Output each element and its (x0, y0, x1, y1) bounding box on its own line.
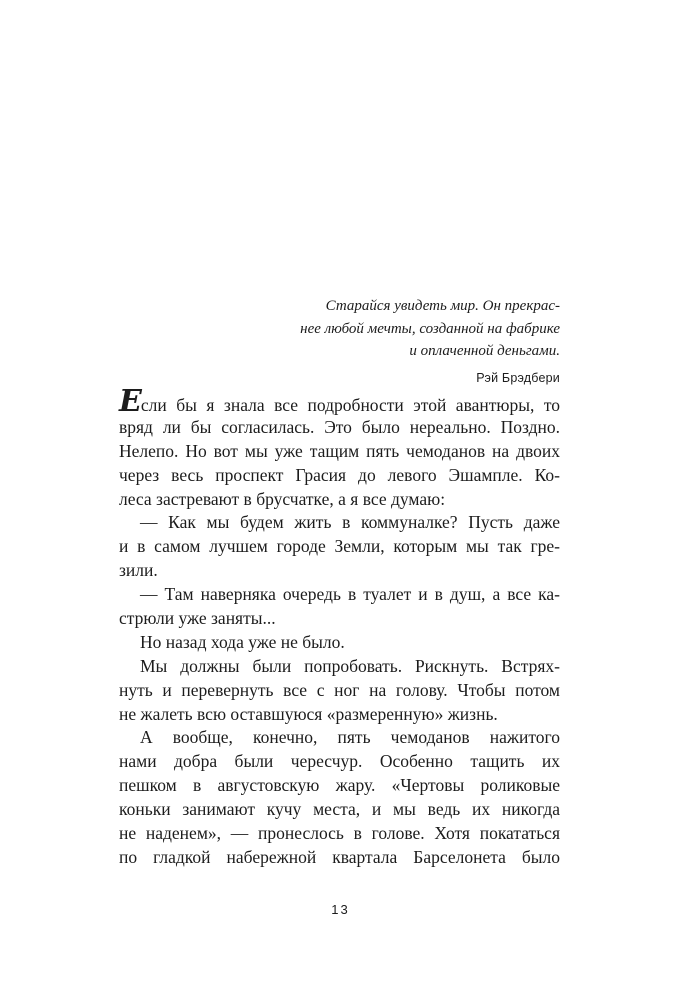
text-line: — Там наверняка очередь в туалет и в душ, а все ка- (140, 584, 560, 605)
page-number: 13 (331, 902, 350, 917)
text-line-first (119, 384, 560, 419)
text-line: Нелепо. Но вот мы уже тащим пять чемоданов на двоих (119, 440, 560, 461)
epigraph-line: нее любой мечты, созданной на фабрике (300, 320, 560, 337)
text-line: Но назад хода уже не было. (140, 631, 345, 652)
chapter-text (119, 384, 560, 870)
text-line: нами добра были чересчур. Особенно тащить их (119, 751, 560, 772)
text-line: зили. (119, 560, 158, 581)
text-line: — Как мы будем жить в коммуналке? Пусть даже (140, 512, 560, 533)
text-line: пешком в августовскую жару. «Чертовы роликовые (119, 775, 560, 796)
text-line: не жалеть всю оставшуюся «размеренную» жизнь. (119, 703, 498, 724)
epigraph (270, 295, 560, 388)
text-line-first-rest: сли бы я знала все подробности этой авантюры, то (140, 395, 560, 415)
text-line: вряд ли бы согласилась. Это было нереально. Поздно. (119, 416, 560, 437)
text-line: не наденем», — пронеслось в голове. Хотя покататься (119, 823, 560, 844)
text-line: стрюли уже заняты... (119, 608, 276, 629)
epigraph-line: и оплаченной деньгами. (409, 343, 560, 359)
text-line: леса застревают в брусчатке, а я все думаю: (119, 488, 446, 509)
text-line: по гладкой набережной квартала Барселонета было (119, 846, 560, 867)
text-line: через весь проспект Грасия до левого Эшампле. Ко- (119, 464, 560, 485)
text-line: нуть и перевернуть все с ног на голову. Чтобы потом (119, 679, 560, 700)
text-line: и в самом лучшем городе Земли, которым мы так гре- (119, 536, 560, 557)
epigraph-line: Старайся увидеть мир. Он прекрас- (325, 298, 560, 314)
text-line: Мы должны были попробовать. Рискнуть. Встрях- (140, 655, 560, 676)
text-line: А вообще, конечно, пять чемоданов нажитого (140, 727, 560, 748)
text-line: коньки занимают кучу места, и мы ведь их никогда (119, 799, 560, 820)
epigraph-author: Рэй Брэдбери (476, 370, 560, 385)
drop-cap: Е (119, 384, 140, 419)
